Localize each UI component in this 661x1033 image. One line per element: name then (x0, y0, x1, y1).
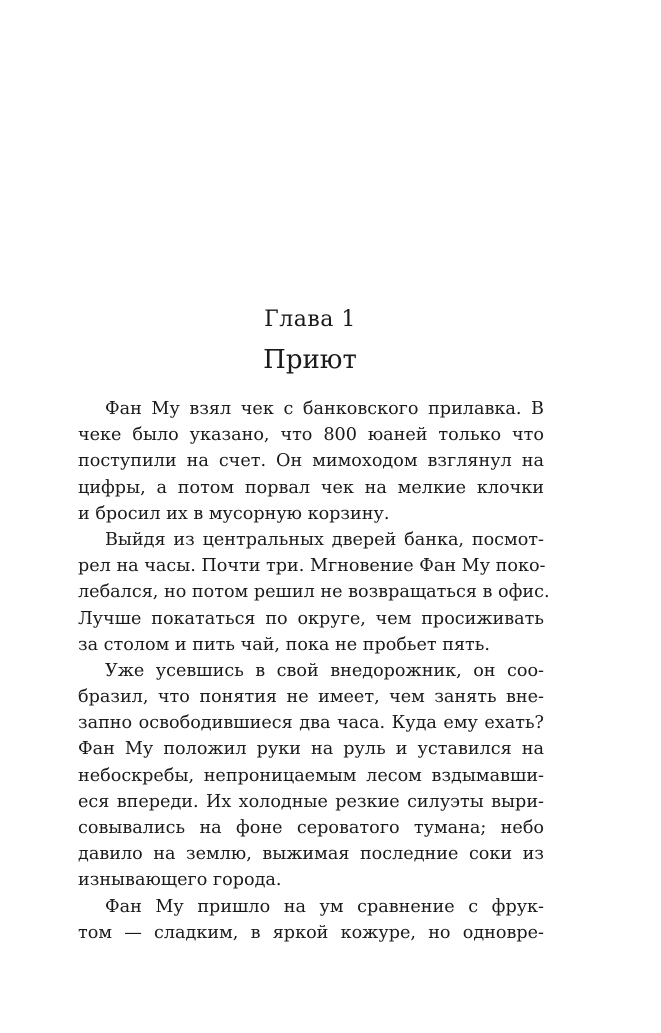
text-line: цифры, а потом порвал чек на мелкие клочки (78, 477, 544, 498)
text-line: еся впереди. Их холодные резкие силуэты выри- (78, 791, 544, 812)
text-line: Фан Му пришло на ум сравнение с фрук- (105, 896, 544, 917)
chapter-number: Глава 1 (264, 307, 356, 332)
chapter-title: Приют (263, 345, 357, 375)
text-line: небоскребы, непроницаемым лесом вздымавши- (78, 765, 544, 786)
text-line: Фан Му положил руки на руль и уставился на (78, 739, 544, 760)
text-line: давило на землю, выжимая последние соки из (78, 844, 544, 865)
text-line: лебался, но потом решил не возвращаться в офис. (78, 582, 550, 603)
text-line: и бросил их в мусорную корзину. (78, 503, 390, 524)
text-line: Лучше покататься по округе, чем просиживать (78, 608, 544, 629)
text-line: бразил, что понятия не имеет, чем занять вне- (78, 687, 544, 708)
text-line: запно освободившиеся два часа. Куда ему ехать? (78, 713, 544, 734)
text-line: Выйдя из центральных дверей банка, посмот- (105, 529, 544, 550)
text-line: рел на часы. Почти три. Мгновение Фан Му поко- (78, 556, 546, 577)
chapter-body-text (78, 396, 550, 946)
text-line: поступили на счет. Он мимоходом взглянул на (78, 451, 544, 472)
text-line: за столом и пить чай, пока не пробьет пять. (78, 634, 490, 655)
text-line: Фан Му взял чек с банковского прилавка. В (105, 399, 544, 419)
text-line: Уже усевшись в свой внедорожник, он соо- (105, 660, 544, 681)
text-line: том — сладким, в яркой кожуре, но одновре- (78, 922, 544, 943)
text-line: совывались на фоне сероватого тумана; небо (78, 818, 544, 838)
text-line: чеке было указано, что 800 юаней только что (78, 425, 544, 446)
text-line: изнывающего города. (78, 870, 282, 891)
